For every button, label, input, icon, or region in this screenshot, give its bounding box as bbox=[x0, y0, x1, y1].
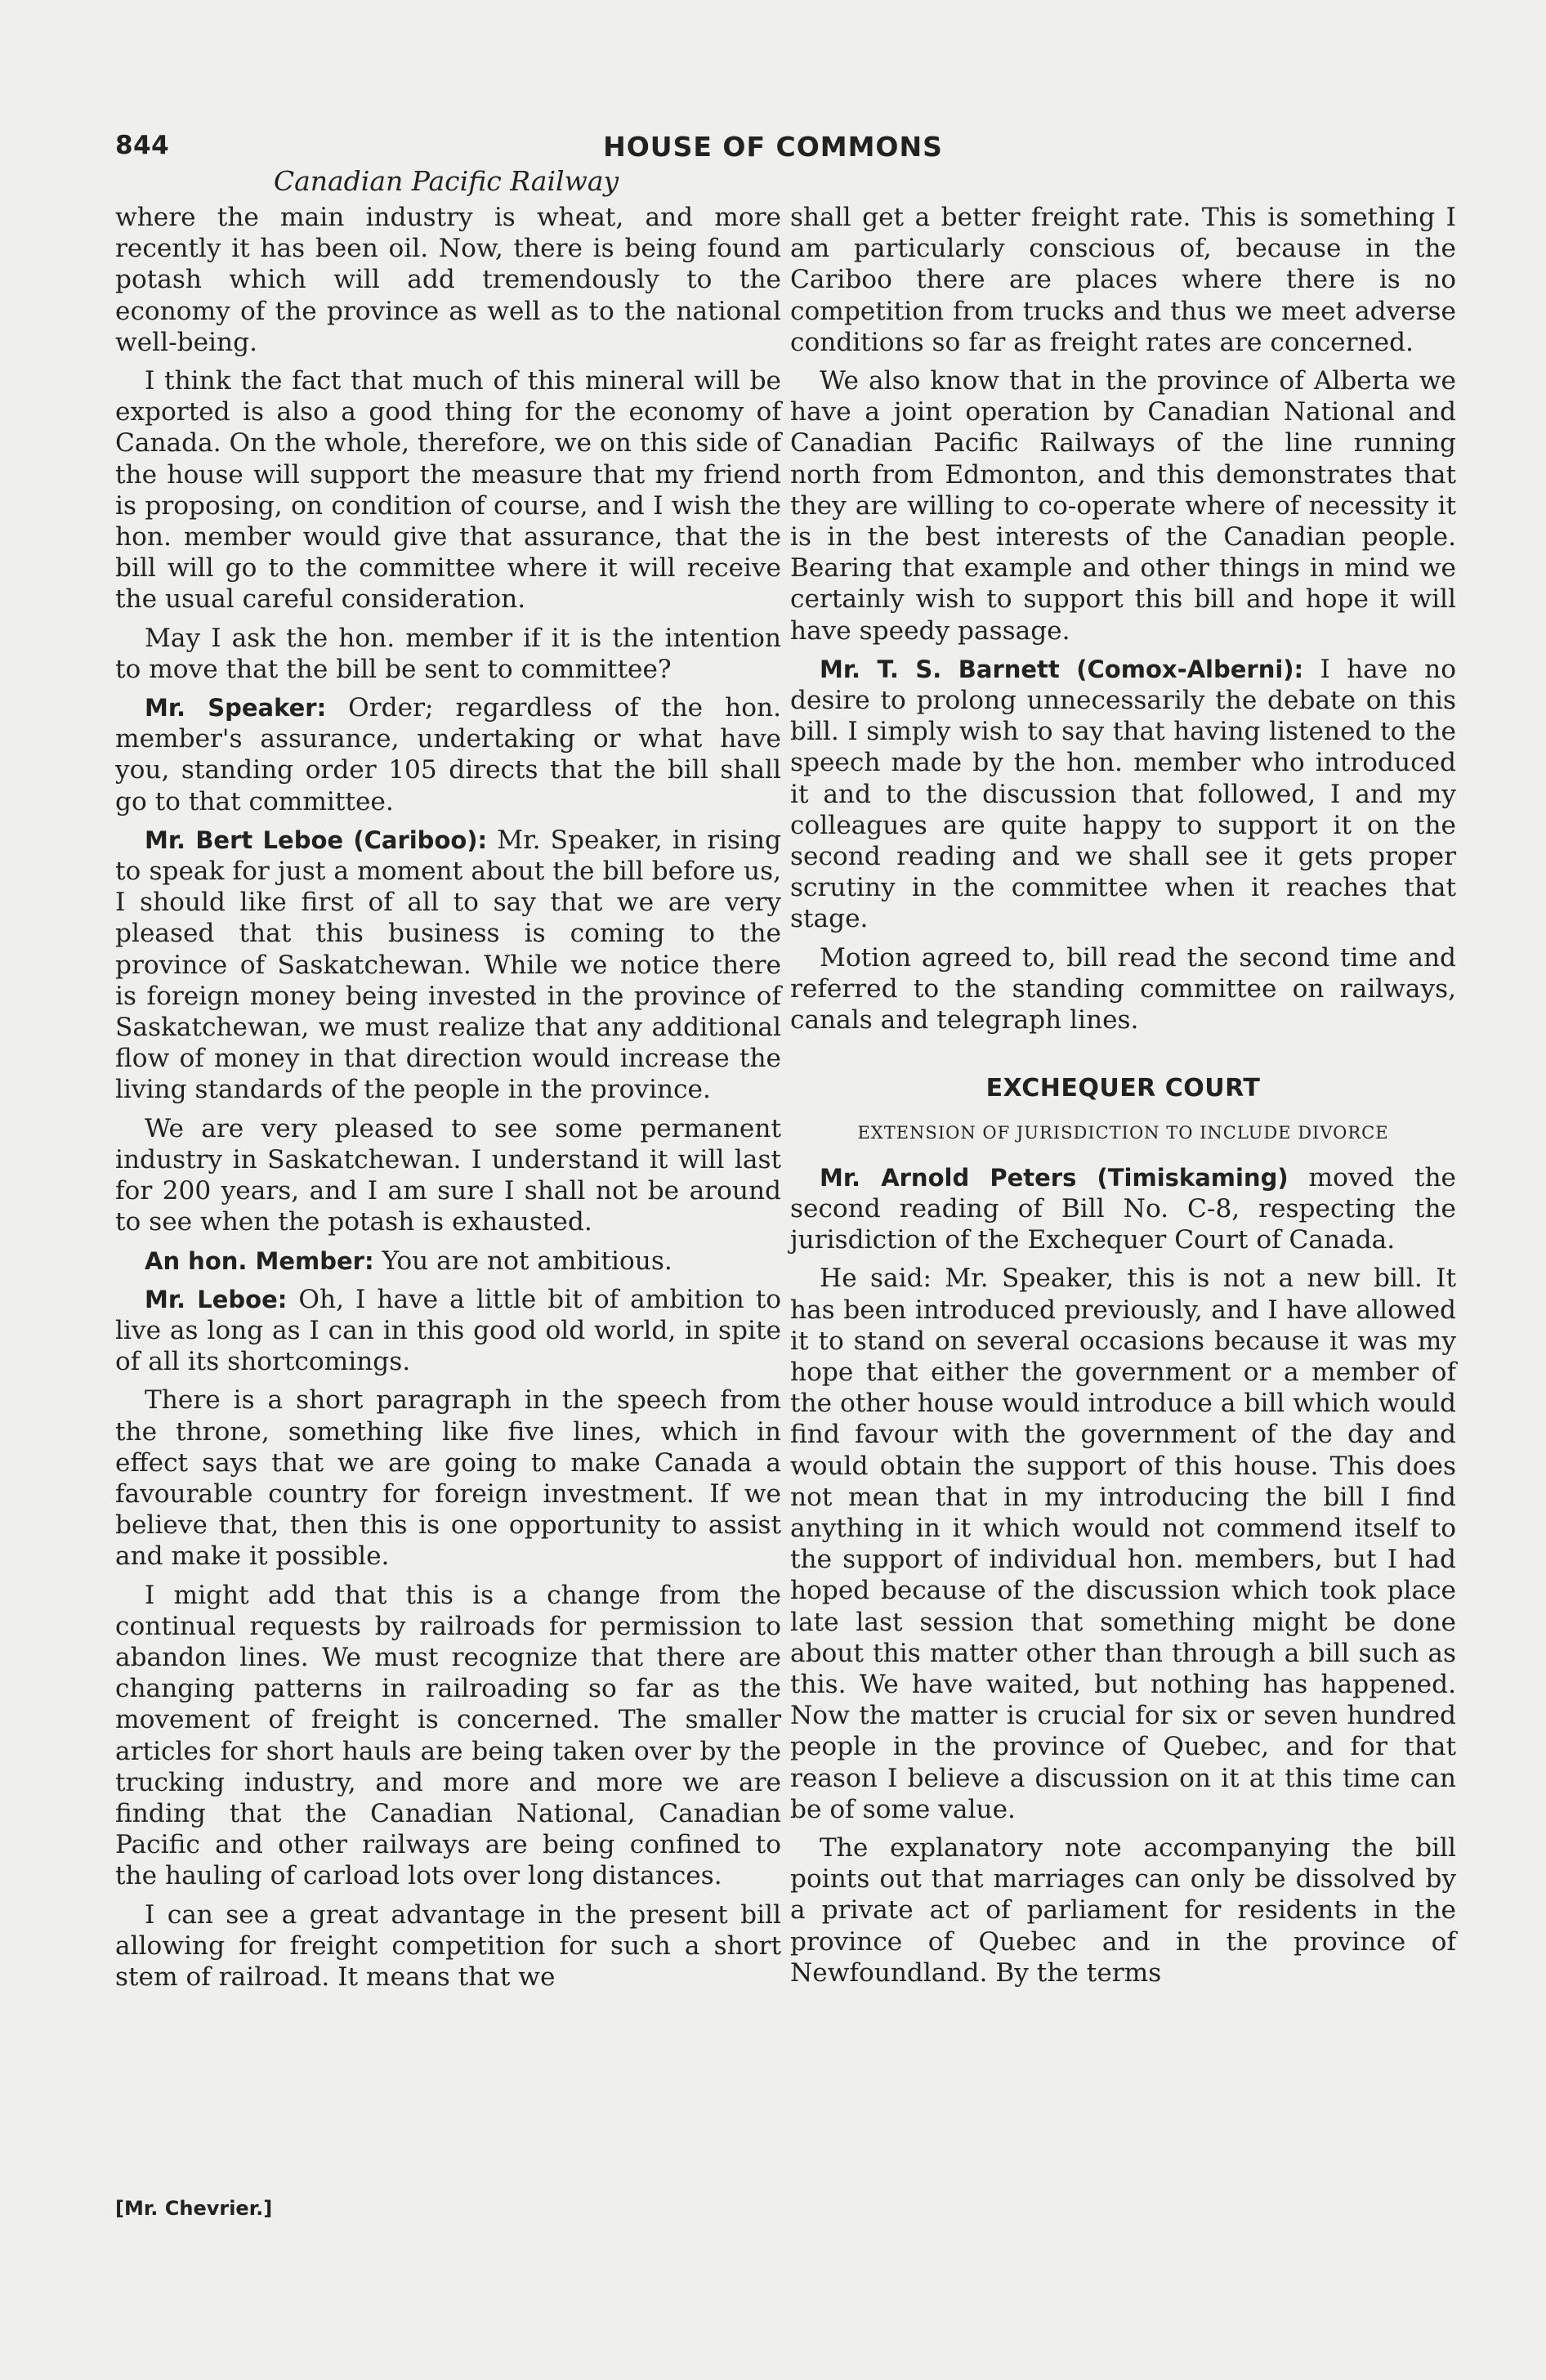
section-title: EXCHEQUER COURT bbox=[985, 1074, 1261, 1103]
speaker-name: Mr. T. S. Barnett (Comox-Alberni): bbox=[820, 655, 1304, 683]
speech-paragraph bbox=[790, 1162, 1456, 1256]
speech-paragraph bbox=[790, 654, 1456, 935]
speech-text: I have no desire to prolong unnecessarily the debate on this bill. I simply wish to say that having listened to the speech made by the hon. member who introduced it and to the discussion that followed, I and my colleagues are quite happy to support it on the second reading and we shall see it gets proper scrutiny in the committee when it reaches that stage. bbox=[790, 654, 1456, 934]
speech-paragraph bbox=[115, 1284, 781, 1378]
paragraph: There is a short paragraph in the speech from the throne, something like five lines, which in effect says that we are going to make Canada a favourable country for foreign investment. If we believe that, then this is one opportunity to assist and make it possible. bbox=[115, 1385, 781, 1572]
speech-paragraph bbox=[115, 1246, 781, 1277]
paragraph: We are very pleased to see some permanent industry in Saskatchewan. I understand it will last for 200 years, and I am sure I shall not be around to see when the potash is exhausted. bbox=[115, 1113, 781, 1237]
right-column bbox=[790, 202, 1456, 1996]
speaker-name: Mr. Leboe: bbox=[145, 1285, 288, 1313]
paragraph: We also know that in the province of Alberta we have a joint operation by Canadian National and Canadian Pacific Railways of the line running north from Edmonton, and this demonstrates that they are willing to co-operate where of necessity it is in the best interests of the Canadian people. Bearing that example and other things in mind we certainly wish to support this bill and hope it will have speedy passage. bbox=[790, 366, 1456, 646]
paragraph: He said: Mr. Speaker, this is not a new bill. It has been introduced previously, and I have allowed it to stand on several occasions because it was my hope that either the government or a member of the other house would introduce a bill which would find favour with the government of the day and would obtain the support of this house. This does not mean that in my introducing the bill I find anything in it which would not commend itself to the support of individual hon. members, but I had hoped because of the discussion which took place late last session that something might be done about this matter other than through a bill such as this. We have waited, but nothing has happened. Now the matter is crucial for six or seven hundred people in the province of Quebec, and for that reason I believe a discussion on it at this time can be of some value. bbox=[790, 1264, 1456, 1824]
speaker-name: Mr. Speaker: bbox=[145, 694, 327, 722]
paragraph: May I ask the hon. member if it is the intention to move that the bill be sent to committee? bbox=[115, 623, 781, 684]
speech-paragraph bbox=[115, 692, 781, 817]
speech-text: Order; regardless of the hon. member's assurance, undertaking or what have you, standing order 105 directs that the bill shall go to that committee. bbox=[115, 693, 781, 816]
paragraph: I might add that this is a change from the continual requests by railroads for permission to abandon lines. We must recognize that there are changing patterns in railroading so far as the movement of freight is concerned. The smaller articles for short hauls are being taken over by the trucking industry, and more and more we are finding that the Canadian National, Canadian Pacific and other railways are being confined to the hauling of carload lots over long distances. bbox=[115, 1580, 781, 1891]
page-number: 844 bbox=[115, 131, 170, 160]
paragraph: shall get a better freight rate. This is something I am particularly conscious of, because in the Cariboo there are places where there is no competition from trucks and thus we meet adverse conditions so far as freight rates are concerned. bbox=[790, 203, 1456, 357]
speech-text: moved the second reading of Bill No. C-8, respecting the jurisdiction of the Exchequer Court of Canada. bbox=[790, 1162, 1456, 1255]
speech-text: Oh, I have a little bit of ambition to live as long as I can in this good old world, in spite of all its shortcomings. bbox=[115, 1284, 782, 1377]
speech-text: Mr. Speaker, in rising to speak for just a moment about the bill before us, I should like first of all to say that we are very pleased that this business is coming to the province of Saskatchewan. While we notice there is foreign money being invested in the province of Saskatchewan, we must realize that any additional flow of money in that direction would increase the living standards of the people in the province. bbox=[115, 825, 781, 1105]
speaker-name: Mr. Arnold Peters (Timiskaming) bbox=[820, 1163, 1289, 1192]
speech-text: You are not ambitious. bbox=[373, 1246, 672, 1276]
speech-paragraph bbox=[115, 825, 781, 1106]
left-column bbox=[115, 202, 781, 2000]
paragraph: I think the fact that much of this mineral will be exported is also a good thing for the economy of Canada. On the whole, therefore, we on this side of the house will support the measure that my friend is proposing, on condition of course, and I wish the hon. member would give that assurance, that the bill will go to the committee where it will receive the usual careful consideration. bbox=[115, 366, 781, 615]
paragraph: Motion agreed to, bill read the second time and referred to the standing committee on railways, canals and telegraph lines. bbox=[790, 942, 1456, 1036]
speaker-name: Mr. Bert Leboe (Cariboo): bbox=[145, 825, 488, 854]
paragraph: The explanatory note accompanying the bill points out that marriages can only be dissolved by a private act of parliament for residents in the province of Quebec and in the province of Newfoundland. By the terms bbox=[790, 1832, 1456, 1988]
speaker-name: An hon. Member: bbox=[145, 1246, 374, 1275]
paragraph: I can see a great advantage in the present bill allowing for freight competition for such a short stem of railroad. It means that we bbox=[115, 1899, 781, 1992]
section-subtitle: EXTENSION OF JURISDICTION TO INCLUDE DIVORCE bbox=[857, 1123, 1389, 1143]
paragraph: where the main industry is wheat, and more recently it has been oil. Now, there is being found potash which will add tremendously to the economy of the province as well as to the national well-being. bbox=[115, 203, 781, 357]
footer-speaker-note: [Mr. Chevrier.] bbox=[115, 2197, 273, 2220]
running-head: HOUSE OF COMMONS bbox=[603, 131, 943, 163]
subject-heading: Canadian Pacific Railway bbox=[273, 165, 619, 197]
